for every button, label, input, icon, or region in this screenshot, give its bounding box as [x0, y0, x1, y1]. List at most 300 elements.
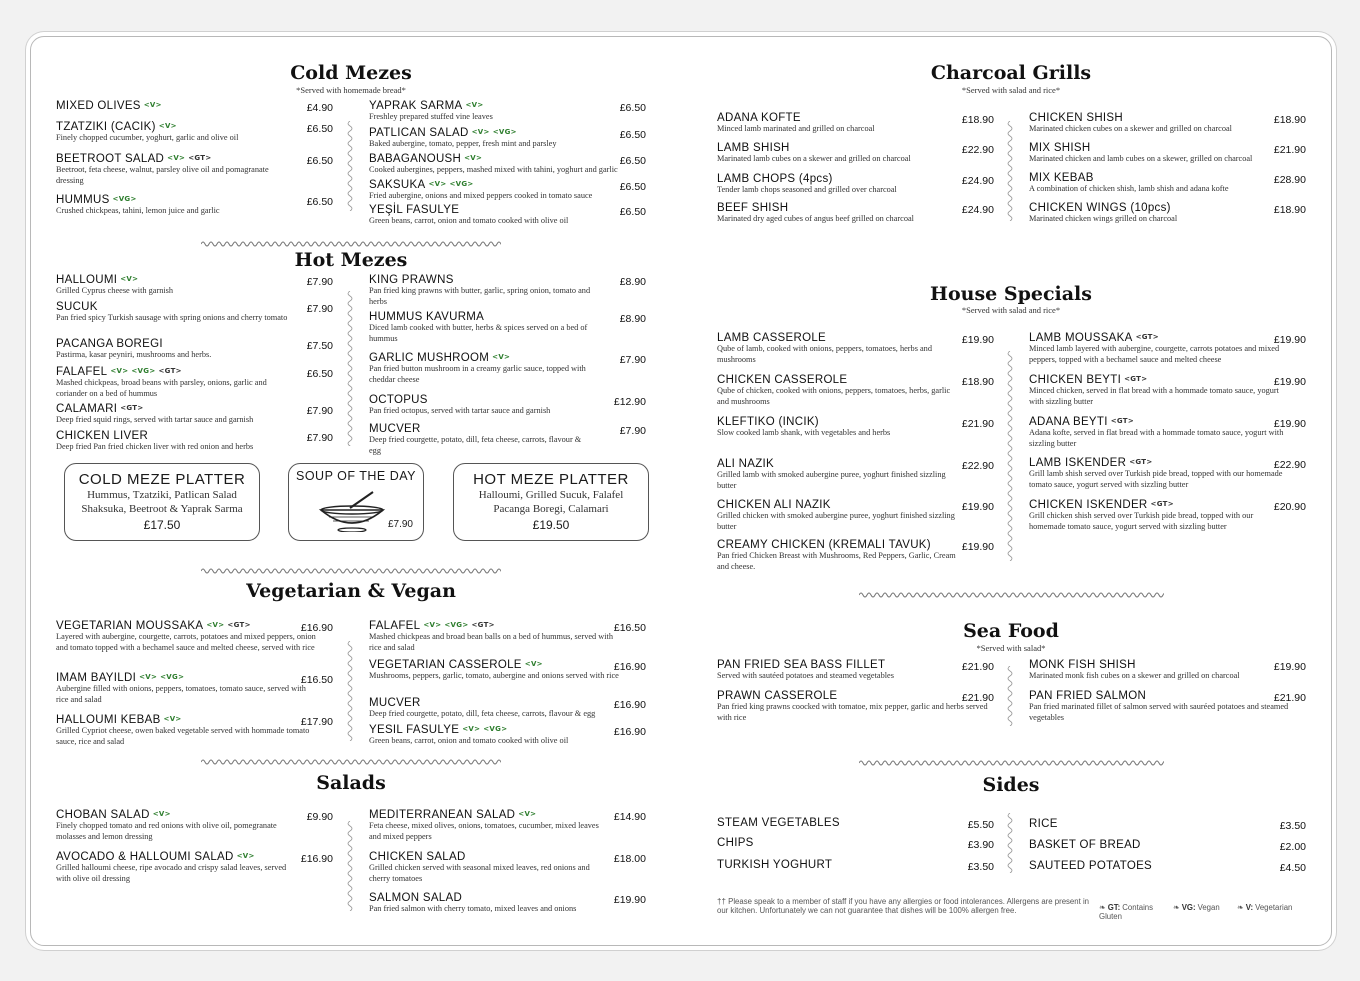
- item-price: £9.90: [306, 811, 333, 823]
- item-description: Mashed chickpeas, broad beans with parsley, onions, garlic and coriander on a bed of hummus: [56, 378, 267, 398]
- menu-item: [369, 620, 646, 653]
- diet-tag: <GT>: [1129, 458, 1153, 466]
- item-description: Qube of chicken, cooked with onions, peppers, tomatoes, herbs, garlic and mushrooms: [717, 386, 951, 406]
- item-name-text: AVOCADO & HALLOUMI SALAD: [56, 851, 234, 863]
- item-name-text: CHIPS: [717, 837, 754, 849]
- item-name: [369, 620, 619, 632]
- item-price: £8.90: [619, 276, 646, 288]
- wavy-divider: [859, 591, 1164, 599]
- diet-tag: <V>: [158, 122, 177, 130]
- item-name-text: HUMMUS: [56, 194, 110, 206]
- legend-item: [1099, 903, 1165, 921]
- item-description: Green beans, carrot, onion and tomato cooked with olive oil: [369, 216, 569, 225]
- section-subtitle: *Served with salad and rice*: [961, 305, 1061, 315]
- column-separator: [345, 121, 355, 211]
- section-title: Salads: [316, 772, 386, 794]
- item-price: £8.90: [619, 313, 646, 325]
- item-price: £21.90: [961, 692, 994, 704]
- item-price: £7.90: [306, 405, 333, 417]
- item-name-text: MUCVER: [369, 423, 421, 435]
- item-price: £16.50: [613, 622, 646, 634]
- allergy-text: Please speak to a member of staff if you have any allergies or food intolerances. Allergens are present in our kitchen. Unfortunately we can not guarantee that dishes will be 100% allergen free.: [717, 897, 1090, 915]
- menu-item: [1029, 839, 1306, 853]
- section-title: Sea Food: [963, 620, 1059, 642]
- section-title: Hot Mezes: [294, 249, 408, 271]
- platter-desc: Halloumi, Grilled Sucuk, Falafel: [478, 489, 624, 501]
- column-separator: [345, 821, 355, 911]
- menu-item: [369, 204, 646, 227]
- section-subtitle: *Served with salad and rice*: [961, 85, 1061, 95]
- item-price: £16.90: [613, 661, 646, 673]
- item-price: £20.90: [1273, 501, 1306, 513]
- item-name-text: TZATZIKI (CACIK): [56, 121, 156, 133]
- item-name-text: STEAM VEGETABLES: [717, 817, 840, 829]
- item-name: [369, 423, 594, 435]
- item-name: [1029, 332, 1284, 344]
- item-name: [717, 112, 947, 124]
- item-name-text: BEETROOT SALAD: [56, 153, 165, 165]
- soup-bowl-icon: [317, 490, 387, 532]
- menu-item: [717, 332, 994, 365]
- item-price: £4.90: [306, 102, 333, 114]
- item-name-text: MUCVER: [369, 697, 421, 709]
- item-name: [717, 332, 962, 344]
- menu-item: [369, 394, 646, 417]
- menu-item: [56, 809, 333, 842]
- section-subtitle: *Served with salad*: [976, 643, 1046, 653]
- diet-tag: <V>: [428, 180, 447, 188]
- item-price: £19.90: [961, 334, 994, 346]
- menu-item: [717, 690, 997, 723]
- menu-item: [1029, 142, 1306, 165]
- item-name: [369, 179, 646, 191]
- item-name-text: CHICKEN LIVER: [56, 430, 149, 442]
- menu-item: [369, 179, 646, 202]
- diet-tag: <V>: [465, 101, 484, 109]
- item-description: A combination of chicken shish, lamb shish and adana kofte: [1029, 184, 1229, 193]
- item-name: [56, 851, 301, 863]
- item-description: Pan fried Chicken Breast with Mushrooms, Red Peppers, Garlic, Cream and cheese.: [717, 551, 956, 571]
- item-price: £22.90: [1273, 459, 1306, 471]
- menu-item: [717, 499, 994, 532]
- item-description: Pastirma, kasar peyniri, mushrooms and herbs.: [56, 350, 212, 359]
- diet-tag: <GT>: [471, 621, 495, 629]
- menu-item: [1029, 374, 1306, 407]
- item-price: £16.90: [613, 726, 646, 738]
- platter-price: £19.50: [532, 518, 570, 532]
- item-description: Grilled chicken served with seasonal mixed leaves, red onions and cherry tomatoes: [369, 863, 590, 883]
- item-name: [369, 892, 599, 904]
- item-price: £16.90: [300, 622, 333, 634]
- item-price: £5.50: [967, 819, 994, 831]
- item-description: Marinated monk fish cubes on a skewer and grilled on charcoal: [1029, 671, 1240, 680]
- item-price: £18.90: [961, 114, 994, 126]
- item-price: £7.50: [306, 340, 333, 352]
- item-price: £19.90: [1273, 418, 1306, 430]
- item-name: [369, 153, 646, 165]
- leaf-icon: ❧: [1237, 903, 1246, 912]
- item-name: [369, 697, 619, 709]
- item-name-text: CHOBAN SALAD: [56, 809, 150, 821]
- item-name: [369, 809, 599, 821]
- item-name: [56, 672, 316, 684]
- item-description: Grilled Cyprus cheese with garnish: [56, 286, 174, 295]
- item-name: [56, 809, 301, 821]
- item-name-text: HALLOUMI KEBAB: [56, 714, 161, 726]
- legend-text: Vegetarian: [1255, 903, 1293, 912]
- section-title: Cold Mezes: [290, 62, 412, 84]
- column-separator: [345, 291, 355, 446]
- item-description: Pan fried king prawns coocked with tomatoe, mix pepper, garlic and herbs served with rice: [717, 702, 988, 722]
- item-price: £16.50: [300, 674, 333, 686]
- platter-price: £7.90: [387, 519, 413, 530]
- item-description: Pan fried octopus, served with tartar sauce and garnish: [369, 406, 551, 415]
- item-price: £21.90: [1273, 692, 1306, 704]
- leaf-icon: ❧: [1099, 903, 1108, 912]
- platter-desc: Shaksuka, Beetroot & Yaprak Sarma: [81, 503, 243, 515]
- item-description: Finely chopped cucumber, yoghurt, garlic and olive oil: [56, 133, 239, 142]
- item-price: £14.90: [613, 811, 646, 823]
- item-price: £21.90: [1273, 144, 1306, 156]
- item-description: Green beans, carrot, onion and tomato cooked with olive oil: [369, 736, 569, 745]
- section-title: Charcoal Grills: [930, 62, 1092, 84]
- item-price: £7.90: [619, 354, 646, 366]
- item-name-text: LAMB SHISH: [717, 142, 790, 154]
- item-description: Pan fried salmon with cherry tomato, mixed leaves and onions: [369, 904, 577, 913]
- item-price: £18.90: [1273, 114, 1306, 126]
- menu-item: [717, 859, 994, 873]
- menu-item: [56, 338, 333, 361]
- item-name-text: CALAMARI: [56, 403, 118, 415]
- item-description: Grilled lamb with smoked aubergine puree, yoghurt finished sizzling butter: [717, 470, 946, 490]
- menu-item: [717, 142, 994, 165]
- menu-item: [369, 311, 646, 344]
- item-name: [1029, 457, 1284, 469]
- item-price: £6.50: [619, 181, 646, 193]
- item-name-text: MIX KEBAB: [1029, 172, 1094, 184]
- item-name-text: MONK FISH SHISH: [1029, 659, 1136, 671]
- item-description: Beetroot, feta cheese, walnut, parsley olive oil and pomagranate dressing: [56, 165, 269, 185]
- diet-tag: <V>: [139, 673, 158, 681]
- item-price: £7.90: [306, 432, 333, 444]
- menu-item: [717, 416, 994, 439]
- diet-tag: <VG>: [112, 195, 137, 203]
- diet-tag: <V>: [110, 367, 129, 375]
- menu-item: [56, 851, 333, 884]
- menu-item: [56, 366, 333, 399]
- wavy-divider: [201, 567, 501, 575]
- menu-item: [369, 724, 646, 747]
- item-price: £19.90: [1273, 661, 1306, 673]
- menu-item: [369, 809, 646, 842]
- item-price: £7.90: [619, 425, 646, 437]
- item-name-text: YESIL FASULYE: [369, 724, 460, 736]
- menu-item: [369, 659, 646, 682]
- item-name: [717, 539, 962, 551]
- item-price: £19.90: [961, 501, 994, 513]
- diet-tag: <VG>: [444, 621, 469, 629]
- menu-item: [1029, 499, 1306, 532]
- item-name: [1029, 112, 1289, 124]
- menu-item: [369, 352, 646, 385]
- section-subtitle: *Served with homemade bread*: [296, 85, 406, 95]
- item-name: [369, 352, 594, 364]
- item-price: £12.90: [613, 396, 646, 408]
- menu-item: [56, 274, 333, 297]
- item-name-text: LAMB CASSEROLE: [717, 332, 827, 344]
- menu-item: [369, 153, 646, 176]
- column-separator: [1005, 813, 1015, 873]
- item-name-text: ALI NAZIK: [717, 458, 775, 470]
- item-name: [369, 100, 646, 112]
- diet-tag: <V>: [163, 715, 182, 723]
- item-name-text: IMAM BAYILDI: [56, 672, 137, 684]
- item-description: Qube of lamb, cooked with onions, peppers, tomatoes, herbs and mushrooms: [717, 344, 932, 364]
- menu-page: [30, 36, 1332, 946]
- menu-item: [56, 194, 333, 217]
- item-name-text: GARLIC MUSHROOM: [369, 352, 490, 364]
- item-price: £28.90: [1273, 174, 1306, 186]
- menu-item: [369, 423, 646, 456]
- platter-price: £17.50: [143, 518, 181, 532]
- platter-title: HOT MEZE PLATTER: [473, 471, 629, 488]
- menu-item: [717, 837, 994, 851]
- item-price: £3.90: [967, 839, 994, 851]
- diet-tag: <VG>: [160, 673, 185, 681]
- menu-item: [369, 697, 646, 720]
- diet-tag: <V>: [518, 810, 537, 818]
- item-description: Grill lamb shish served over Turkish pide bread, topped with our homemade tomato sauce, yogurt served with sizzling butter: [1029, 469, 1283, 489]
- item-name-text: PAN FRIED SALMON: [1029, 690, 1147, 702]
- menu-item: [717, 659, 997, 682]
- column-separator: [1005, 351, 1015, 561]
- item-name: [56, 100, 291, 112]
- item-description: Minced chicken, served in flat bread with a hommade tomato sauce, yogurt with sizzling butter: [1029, 386, 1279, 406]
- item-name-text: CHICKEN CASSEROLE: [717, 374, 848, 386]
- item-price: £6.50: [619, 129, 646, 141]
- item-description: Crushed chickpeas, tahini, lemon juice and garlic: [56, 206, 220, 215]
- item-name-text: VEGETARIAN MOUSSAKA: [56, 620, 204, 632]
- menu-item: [1029, 112, 1306, 135]
- menu-item: [717, 202, 994, 225]
- legend-text: Vegan: [1197, 903, 1220, 912]
- item-name-text: SALMON SALAD: [369, 892, 463, 904]
- allergy-note: [717, 897, 1092, 915]
- item-name: [717, 859, 957, 871]
- item-price: £18.00: [613, 853, 646, 865]
- item-name-text: CHICKEN ALI NAZIK: [717, 499, 831, 511]
- item-description: Marinated lamb cubes on a skewer and grilled on charcoal: [717, 154, 911, 163]
- item-name-text: KLEFTIKO (INCIK): [717, 416, 819, 428]
- diet-tag: <GT>: [120, 404, 144, 412]
- item-description: Pan fried spicy Turkish sausage with spring onions and cherry tomato: [56, 313, 288, 322]
- item-price: £17.90: [300, 716, 333, 728]
- item-name-text: BASKET OF BREAD: [1029, 839, 1141, 851]
- menu-item: [56, 121, 333, 144]
- item-name: [717, 458, 962, 470]
- item-name-text: LAMB CHOPS (4pcs): [717, 173, 833, 185]
- item-description: Minced lamb layered with aubergine, courgette, carrots potatoes and mixed peppers, topped with a bechamel sauce and melted cheese: [1029, 344, 1280, 364]
- menu-item: [1029, 818, 1306, 832]
- item-price: £19.90: [1273, 334, 1306, 346]
- menu-item: [56, 430, 333, 453]
- item-name: [717, 817, 957, 829]
- item-price: £3.50: [1279, 820, 1306, 832]
- item-name-text: FALAFEL: [56, 366, 108, 378]
- item-name: [56, 274, 296, 286]
- item-name-text: SUCUK: [56, 301, 98, 313]
- menu-item: [369, 127, 646, 150]
- item-price: £18.90: [961, 376, 994, 388]
- item-description: Deep fried courgette, potato, dill, feta cheese, carrots, flavour & egg: [369, 709, 596, 718]
- item-name-text: FALAFEL: [369, 620, 421, 632]
- item-name: [56, 153, 291, 165]
- menu-item: [717, 112, 994, 135]
- item-price: £22.90: [961, 460, 994, 472]
- column-separator: [345, 641, 355, 741]
- item-name: [717, 142, 947, 154]
- item-price: £21.90: [961, 418, 994, 430]
- item-name-text: MIX SHISH: [1029, 142, 1091, 154]
- item-price: £19.90: [961, 541, 994, 553]
- item-description: Pan fried button mushroom in a creamy garlic sauce, topped with cheddar cheese: [369, 364, 586, 384]
- item-name: [56, 194, 291, 206]
- diet-tag: <V>: [236, 852, 255, 860]
- item-name-text: PAN FRIED SEA BASS FILLET: [717, 659, 886, 671]
- item-name: [56, 121, 291, 133]
- item-name-text: YAPRAK SARMA: [369, 100, 463, 112]
- menu-item: [56, 100, 333, 114]
- item-name-text: YEŞİL FASULYE: [369, 204, 460, 216]
- diet-tag: <V>: [120, 275, 139, 283]
- item-name: [1029, 416, 1284, 428]
- menu-item: [1029, 202, 1306, 225]
- item-name: [1029, 202, 1289, 214]
- item-name: [369, 204, 646, 216]
- menu-item: [56, 153, 333, 186]
- diet-tag: <V>: [524, 660, 543, 668]
- item-name: [56, 403, 296, 415]
- platter-desc: Pacanga Boregi, Calamari: [493, 503, 609, 515]
- item-description: Baked aubergine, tomato, pepper, fresh mint and parsley: [369, 139, 557, 148]
- item-price: £7.90: [306, 276, 333, 288]
- column-separator: [1005, 666, 1015, 726]
- item-description: Grill chicken shish served over Turkish pide bread, topped with our homemade tomato sauce, yogurt served with sizzling butter: [1029, 511, 1254, 531]
- item-name-text: SAUTEED POTATOES: [1029, 860, 1153, 872]
- item-name-text: HUMMUS KAVURMA: [369, 311, 485, 323]
- item-description: Grilled halloumi cheese, ripe avocado and crispy salad leaves, served with olive oil dressing: [56, 863, 287, 883]
- diet-tag: <V>: [423, 621, 442, 629]
- menu-item: [1029, 659, 1306, 682]
- item-price: £7.90: [306, 303, 333, 315]
- item-description: Deep fried courgette, potato, dill, feta cheese, carrots, flavour & egg: [369, 435, 582, 455]
- item-description: Feta cheese, mixed olives, onions, tomatoes, cucumber, mixed leaves and mixed peppers: [369, 821, 599, 841]
- legend-label: VG:: [1181, 903, 1196, 912]
- item-price: £21.90: [961, 661, 994, 673]
- menu-item: [717, 458, 994, 491]
- section-title: Vegetarian & Vegan: [246, 580, 456, 602]
- item-description: Pan fried marinated fillet of salmon served with sauréed potatoes and steamed vegetables: [1029, 702, 1289, 722]
- item-name-text: CHICKEN SALAD: [369, 851, 466, 863]
- item-name-text: MEDITERRANEAN SALAD: [369, 809, 516, 821]
- menu-item: [1029, 457, 1306, 490]
- item-price: £3.50: [967, 861, 994, 873]
- item-name-text: MIXED OLIVES: [56, 100, 141, 112]
- item-name: [56, 366, 296, 378]
- item-price: £6.50: [619, 102, 646, 114]
- item-name-text: CHICKEN BEYTI: [1029, 374, 1122, 386]
- item-description: Mashed chickpeas and broad bean balls on a bed of hummus, served with rice and salad: [369, 632, 614, 652]
- item-name: [1029, 860, 1269, 872]
- legend-label: GT:: [1107, 903, 1121, 912]
- diet-tag: <V>: [143, 101, 162, 109]
- item-name: [56, 430, 296, 442]
- item-description: Diced lamb cooked with butter, herbs & spices served on a bed of hummus: [369, 323, 588, 343]
- diet-tag: <GT>: [1110, 417, 1135, 425]
- menu-item: [56, 620, 333, 653]
- item-name-text: ADANA KOFTE: [717, 112, 801, 124]
- item-name: [56, 714, 316, 726]
- item-price: £24.90: [961, 175, 994, 187]
- item-name: [1029, 142, 1289, 154]
- item-price: £2.00: [1279, 841, 1306, 853]
- hot-meze-platter: [453, 463, 649, 541]
- menu-item: [1029, 332, 1306, 365]
- diet-tag: <V>: [464, 154, 483, 162]
- item-description: Served with sautéed potatoes and steamed vegetables: [717, 671, 894, 680]
- item-description: Mushrooms, peppers, garlic, tomato, aubergine and onions served with rice: [369, 671, 619, 680]
- item-name: [369, 274, 594, 286]
- platter-title: SOUP OF THE DAY: [295, 469, 417, 483]
- item-description: Deep fried squid rings, served with tartar sauce and garnish: [56, 415, 254, 424]
- item-price: £6.50: [306, 196, 333, 208]
- item-price: £16.90: [300, 853, 333, 865]
- diet-tag: <GT>: [188, 154, 212, 162]
- item-description: Finely chopped tomato and red onions with olive oil, pomegranate molasses and lemon dressing: [56, 821, 277, 841]
- diet-tag: <V>: [206, 621, 225, 629]
- diet-tag: <GT>: [1124, 375, 1148, 383]
- diet-tag: <V>: [492, 353, 511, 361]
- item-price: £4.50: [1279, 862, 1306, 874]
- item-description: Grilled chicken with smoked aubergine puree, yoghurt finished sizzling butter: [717, 511, 955, 531]
- item-name: [369, 724, 619, 736]
- item-name: [56, 620, 316, 632]
- soup-of-the-day: [288, 463, 424, 541]
- item-name-text: SAKSUKA: [369, 179, 426, 191]
- item-name-text: CREAMY CHICKEN (KREMALI TAVUK): [717, 539, 931, 551]
- item-name: [369, 127, 646, 139]
- menu-item: [56, 301, 333, 324]
- diet-tag: <V>: [152, 810, 171, 818]
- item-name-text: KING PRAWNS: [369, 274, 454, 286]
- item-description: Minced lamb marinated and grilled on charcoal: [717, 124, 875, 133]
- item-description: Slow cooked lamb shank, with vegetables and herbs: [717, 428, 891, 437]
- item-description: Layered with aubergine, courgette, carrots, potatoes and mixed peppers, onion and tomato topped with a bechamel sauce and melted cheese, served with rice: [56, 632, 316, 652]
- item-description: Freshley prepared stuffed vine leaves: [369, 112, 493, 121]
- item-name-text: VEGETARIAN CASSEROLE: [369, 659, 522, 671]
- item-price: £6.50: [619, 206, 646, 218]
- item-price: £19.90: [613, 894, 646, 906]
- item-name: [717, 374, 962, 386]
- legend-item: [1237, 903, 1309, 912]
- menu-item: [369, 274, 646, 307]
- menu-item: [56, 672, 333, 705]
- item-name: [369, 659, 619, 671]
- item-description: Grilled Cypriot cheese, owen baked vegetable served with hommade tomato sauce, rice and salad: [56, 726, 310, 746]
- diet-tag: <VG>: [449, 180, 474, 188]
- item-price: £18.90: [1273, 204, 1306, 216]
- item-description: Pan fried king prawns with butter, garlic, spring onion, tomato and herbs: [369, 286, 591, 306]
